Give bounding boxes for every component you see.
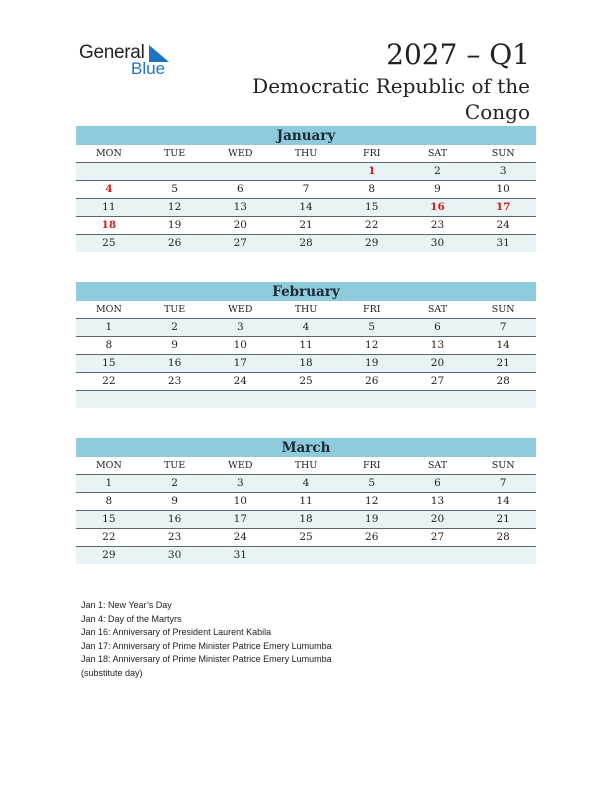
day-name: FRI	[362, 148, 381, 159]
date-cell: 26	[365, 375, 379, 387]
day-name: MON	[95, 304, 122, 315]
day-name: SUN	[491, 460, 515, 471]
day-name: TUE	[163, 460, 186, 471]
date-cell: 18	[299, 513, 313, 525]
date-cell: 13	[233, 201, 247, 213]
date-cell: 3	[499, 165, 507, 177]
date-cell	[470, 547, 536, 564]
date-cell: 26	[365, 531, 379, 543]
date-cell: 25	[299, 531, 313, 543]
date-cell: 19	[365, 357, 379, 369]
week-row	[76, 475, 536, 493]
holiday-notes	[81, 599, 332, 681]
week-row	[76, 493, 536, 511]
date-cell: 2	[171, 477, 178, 489]
date-cell: 2	[171, 321, 178, 333]
date-cell: 25	[102, 237, 116, 249]
date-cell: 10	[233, 495, 247, 507]
date-cell	[207, 391, 273, 408]
week-row	[76, 319, 536, 337]
date-cell: 11	[102, 201, 116, 213]
date-cell: 21	[299, 219, 313, 231]
date-cell: 1	[105, 321, 113, 333]
date-cell: 30	[167, 549, 182, 561]
date-cell: 14	[496, 495, 510, 507]
date-cell: 6	[236, 183, 244, 195]
page-title: 2027 – Q1	[386, 38, 530, 71]
holiday-note: Jan 1: New Year’s Day	[81, 600, 172, 610]
date-cell: 19	[365, 513, 379, 525]
date-cell: 23	[167, 375, 182, 387]
day-name: SUN	[491, 148, 515, 159]
date-cell: 30	[430, 237, 445, 249]
date-cell: 7	[499, 321, 507, 333]
date-cell: 5	[171, 183, 178, 195]
date-cell: 28	[299, 237, 313, 249]
month-march	[76, 438, 536, 564]
date-cell: 23	[430, 219, 445, 231]
month-title: January	[76, 126, 536, 145]
date-cell: 26	[167, 237, 182, 249]
holiday-date-cell: 1	[368, 165, 376, 177]
day-name: THU	[294, 148, 318, 159]
week-row	[76, 355, 536, 373]
day-name: SAT	[427, 148, 448, 159]
date-cell: 17	[233, 513, 247, 525]
date-cell: 10	[233, 339, 247, 351]
date-cell: 20	[430, 513, 445, 525]
date-cell: 21	[496, 513, 510, 525]
week-row	[76, 235, 536, 252]
date-cell	[405, 547, 471, 564]
date-cell: 16	[167, 357, 182, 369]
month-january	[76, 126, 536, 252]
date-cell: 19	[167, 219, 182, 231]
date-cell: 7	[302, 183, 310, 195]
date-cell: 27	[233, 237, 247, 249]
date-cell: 3	[236, 477, 244, 489]
day-name: TUE	[163, 304, 186, 315]
holiday-note: Jan 17: Anniversary of Prime Minister Patrice Emery Lumumba	[81, 640, 332, 651]
date-cell: 28	[496, 375, 510, 387]
date-cell: 28	[496, 531, 510, 543]
date-cell: 9	[171, 339, 178, 351]
week-row	[76, 511, 536, 529]
date-cell: 27	[430, 375, 445, 387]
date-cell: 29	[365, 237, 379, 249]
date-cell	[273, 163, 339, 180]
day-name: THU	[294, 304, 318, 315]
week-row	[76, 217, 536, 235]
date-cell: 11	[299, 495, 313, 507]
holiday-date-cell: 18	[101, 219, 117, 231]
date-cell: 20	[430, 357, 445, 369]
holiday-date-cell: 17	[495, 201, 511, 213]
day-names-row	[76, 145, 536, 163]
day-name: SAT	[427, 304, 448, 315]
date-cell: 24	[496, 219, 510, 231]
date-cell: 24	[233, 531, 247, 543]
day-names-row	[76, 301, 536, 319]
day-name: FRI	[362, 460, 381, 471]
day-name: WED	[228, 148, 253, 159]
date-cell: 29	[102, 549, 116, 561]
logo-text-blue: Blue	[131, 59, 166, 78]
date-cell: 16	[167, 513, 182, 525]
date-cell	[76, 391, 142, 408]
day-name: MON	[95, 460, 122, 471]
date-cell: 8	[105, 495, 113, 507]
date-cell: 24	[233, 375, 247, 387]
date-cell: 9	[434, 183, 441, 195]
date-cell: 10	[496, 183, 510, 195]
date-cell: 14	[496, 339, 510, 351]
week-row	[76, 163, 536, 181]
week-row	[76, 199, 536, 217]
date-cell: 22	[102, 375, 116, 387]
date-cell	[76, 163, 142, 180]
date-cell	[142, 391, 208, 408]
date-cell: 15	[102, 513, 116, 525]
holiday-date-cell: 4	[105, 183, 113, 195]
date-cell	[273, 391, 339, 408]
date-cell: 8	[105, 339, 113, 351]
date-cell: 17	[233, 357, 247, 369]
date-cell	[339, 547, 405, 564]
week-row	[76, 181, 536, 199]
date-cell: 5	[368, 477, 376, 489]
date-cell: 31	[233, 549, 247, 561]
date-cell: 11	[299, 339, 313, 351]
date-cell: 12	[167, 201, 182, 213]
week-row	[76, 547, 536, 564]
date-cell: 7	[499, 477, 507, 489]
week-row	[76, 391, 536, 408]
date-cell: 4	[302, 477, 310, 489]
date-cell: 25	[299, 375, 313, 387]
date-cell: 13	[430, 495, 445, 507]
country-name: Democratic Republic of the Congo	[252, 74, 530, 124]
date-cell: 3	[236, 321, 244, 333]
date-cell: 6	[434, 477, 441, 489]
day-name: SUN	[491, 304, 515, 315]
day-names-row	[76, 457, 536, 475]
day-name: TUE	[163, 148, 186, 159]
date-cell	[405, 391, 471, 408]
date-cell: 22	[102, 531, 116, 543]
holiday-note: (substitute day)	[81, 667, 143, 678]
date-cell: 27	[430, 531, 445, 543]
week-row	[76, 373, 536, 391]
holiday-date-cell: 16	[430, 201, 445, 213]
logo	[79, 42, 179, 78]
date-cell: 1	[105, 477, 113, 489]
date-cell	[207, 163, 273, 180]
date-cell: 13	[430, 339, 445, 351]
date-cell: 9	[171, 495, 178, 507]
date-cell: 2	[434, 165, 441, 177]
date-cell: 14	[299, 201, 313, 213]
day-name: FRI	[362, 304, 381, 315]
date-cell: 12	[365, 339, 379, 351]
day-name: MON	[95, 148, 122, 159]
holiday-note: Jan 16: Anniversary of President Laurent Kabila	[81, 627, 272, 638]
week-row	[76, 529, 536, 547]
holiday-note: Jan 18: Anniversary of Prime Minister Patrice Emery Lumumba	[81, 654, 332, 665]
date-cell	[273, 547, 339, 564]
week-row	[76, 337, 536, 355]
logo-text-general: General	[79, 42, 145, 63]
date-cell: 6	[434, 321, 441, 333]
date-cell: 15	[365, 201, 379, 213]
month-february	[76, 282, 536, 408]
date-cell: 5	[368, 321, 376, 333]
date-cell: 31	[496, 237, 510, 249]
date-cell: 4	[302, 321, 310, 333]
day-name: WED	[228, 304, 253, 315]
date-cell: 20	[233, 219, 247, 231]
date-cell	[339, 391, 405, 408]
date-cell: 23	[167, 531, 182, 543]
day-name: SAT	[427, 460, 448, 471]
month-title: February	[76, 282, 536, 301]
day-name: THU	[294, 460, 318, 471]
date-cell: 15	[102, 357, 116, 369]
date-cell	[142, 163, 208, 180]
date-cell: 22	[365, 219, 379, 231]
day-name: WED	[228, 460, 253, 471]
holiday-note: Jan 4: Day of the Martyrs	[81, 613, 182, 624]
date-cell: 12	[365, 495, 379, 507]
date-cell: 18	[299, 357, 313, 369]
date-cell: 8	[368, 183, 376, 195]
date-cell: 21	[496, 357, 510, 369]
month-title: March	[76, 438, 536, 457]
date-cell	[470, 391, 536, 408]
